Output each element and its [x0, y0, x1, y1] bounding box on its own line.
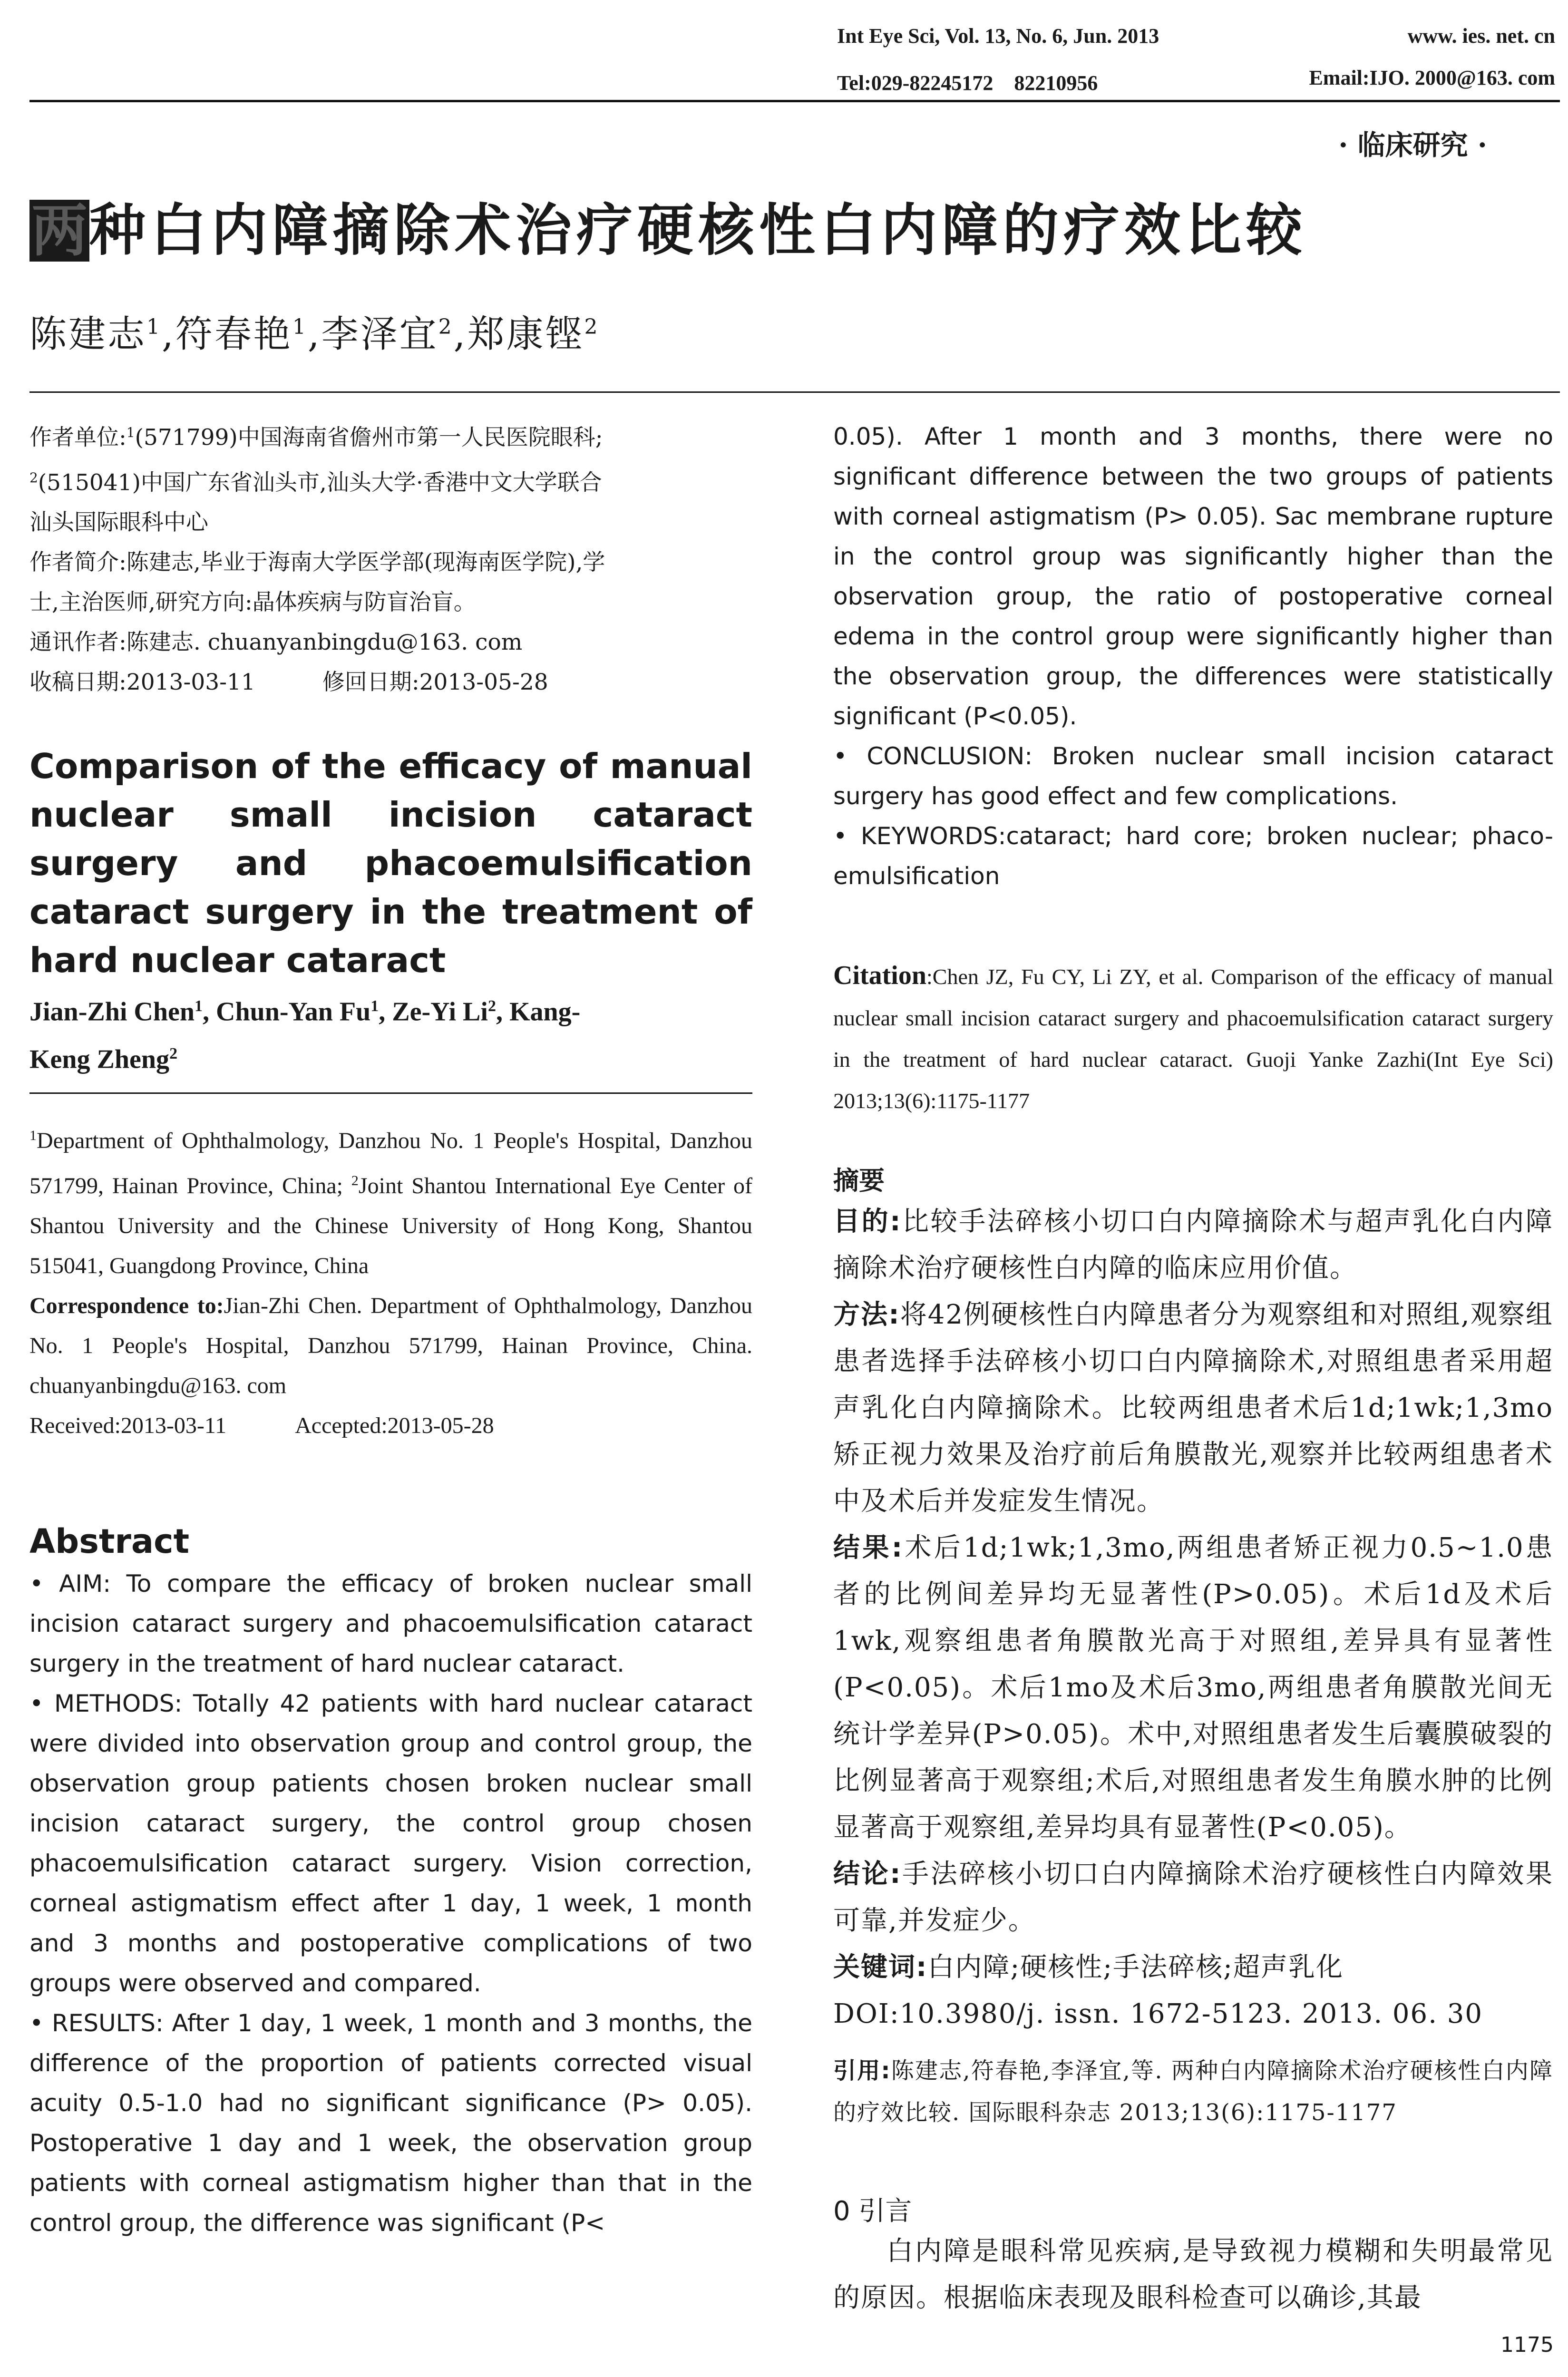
english-authors — [29, 985, 752, 1080]
cn-results — [833, 1525, 1553, 1851]
sup: 2 — [351, 1173, 359, 1188]
cn-metadata — [29, 413, 752, 702]
citation-text: :Chen JZ, Fu CY, Li ZY, et al. Comparison of the efficacy of manual nuclear small incision cataract surgery and phacoemulsification cataract surgery in the treatment of hard nuclear cataract. Guoji Yanke Zazhi(Int Eye Sci) 2013;13(6):1175-1177 — [833, 964, 1553, 1113]
abstract-body-right — [833, 417, 1553, 896]
cn-citation — [833, 2050, 1553, 2133]
sep: , — [307, 313, 321, 356]
abstract-methods: • METHODS: Totally 42 patients with hard nuclear cataract were divided into observation group and control group, the observation group patients chosen broken nuclear small incision cataract surgery, the control group chosen phacoemulsification cataract surgery. Vision correction, corneal astigmatism effect after 1 day, 1 week, 1 month and 3 months and postoperative complications of two groups were observed and compared. — [29, 1690, 752, 1997]
sep: , — [162, 313, 175, 356]
abstract-results: • RESULTS: After 1 day, 1 week, 1 month and 3 months, the difference of the proportion of patients corrected visual acuity 0.5-1.0 had no significant significance (P> 0.05). Postoperative 1 day and 1 week, the observation group patients with corneal astigmatism higher than that in the control group, the difference was significant (P< — [29, 2009, 752, 2237]
journal-website: www. ies. net. cn — [1407, 24, 1555, 48]
sup: 1 — [29, 1128, 37, 1143]
unit-line-2 — [29, 458, 752, 503]
cn-aim — [833, 1198, 1553, 1292]
page-number: 1175 — [1500, 2333, 1554, 2357]
text: 陈建志,符春艳,李泽宜,等. 两种白内障摘除术治疗硬核性白内障的疗效比较. 国际眼科杂志 2013;13(6):1175-1177 — [833, 2057, 1553, 2126]
abstract-conclusion: • CONCLUSION: Broken nuclear small incision cataract surgery has good effect and few complications. — [833, 742, 1553, 810]
label: 结果: — [833, 1532, 904, 1563]
received-accepted: Received:2013-03-11 Accepted:2013-05-28 — [29, 1413, 494, 1438]
unit-text: (515041)中国广东省汕头市,汕头大学·香港中文大学联合 — [38, 469, 602, 496]
sup: 1 — [126, 425, 135, 440]
abstract-heading: Abstract — [29, 1522, 190, 1561]
cn-keywords — [833, 1944, 1553, 1991]
journal-tel: Tel:029-82245172 82210956 — [837, 71, 1098, 95]
label: 方法: — [833, 1299, 900, 1330]
english-title: Comparison of the efficacy of manual nuclear small incision cataract surgery and phacoemulsification cataract surgery in the treatment of hard nuclear cataract — [29, 746, 752, 980]
journal-contact-line — [837, 66, 1555, 96]
citation-label: Citation — [833, 961, 926, 990]
header-rule — [29, 100, 1560, 102]
sup: 2 — [169, 1044, 178, 1062]
label: 引用: — [833, 2057, 891, 2084]
affiliation-text — [29, 1116, 752, 1286]
author-line-2 — [29, 1033, 752, 1081]
sup: 2 — [487, 997, 496, 1015]
sep: , — [453, 313, 467, 356]
dates: 收稿日期:2013-03-11 修回日期:2013-05-28 — [29, 669, 548, 696]
affil-1: Department of Ophthalmology, Danzhou No. 1 People's Hospital, Danzhou 571799, Hainan Province, China; — [29, 1128, 752, 1198]
sup: 1 — [370, 997, 379, 1015]
author-name: 陈建志 — [29, 313, 147, 356]
bio-line-2: 士,主治医师,研究方向:晶体疾病与防盲治盲。 — [29, 589, 476, 616]
corr-text: Jian-Zhi Chen. Department of Ophthalmology, Danzhou No. 1 People's Hospital, Danzhou 571799, Hainan Province, China. chuanyanbingdu@163. com — [29, 1293, 752, 1398]
affil-sup: 1 — [146, 315, 162, 339]
unit-text: (571799)中国海南省儋州市第一人民医院眼科; — [135, 424, 603, 451]
doi: DOI:10.3980/j. issn. 1672-5123. 2013. 06. 30 — [833, 1998, 1483, 2029]
affil-rule — [29, 1092, 752, 1094]
affil-sup: 2 — [438, 315, 454, 339]
affil-sup: 1 — [292, 315, 308, 339]
corr-label: Correspondence to: — [29, 1293, 224, 1318]
journal-email: Email:IJO. 2000@163. com — [1309, 66, 1555, 89]
bio-line-1: 作者简介:陈建志,毕业于海南大学医学部(现海南医学院),学 — [29, 549, 605, 576]
author-name: Kang- — [509, 997, 581, 1027]
intro-text: 白内障是眼科常见疾病,是导致视力模糊和失明最常见的原因。根据临床表现及眼科检查可以确诊,其最 — [833, 2236, 1553, 2313]
unit-line-3: 汕头国际眼科中心 — [29, 509, 208, 536]
author-name: Ze-Yi Li — [392, 997, 488, 1027]
cn-abstract-heading: 摘要 — [833, 1166, 885, 1196]
authors-cn — [29, 304, 599, 358]
text: 术后1d;1wk;1,3mo,两组患者矫正视力0.5~1.0患者的比例间差异均无显著性(P>0.05)。术后1d及术后1wk,观察组患者角膜散光高于对照组,差异具有显著性(P<0.05)。术后1mo及术后3mo,两组患者角膜散光间无统计学差异(P>0.05)。术中,对照组患者发生后囊膜破裂的比例显著高于观察组;术后,对照组患者发生角膜水肿的比例显著高于观察组,差异均具有显著性(P<0.05)。 — [833, 1532, 1553, 1843]
corresponding-author: 通讯作者:陈建志. chuanyanbingdu@163. com — [29, 629, 523, 656]
author-name: 符春艳 — [175, 313, 292, 356]
label: 结论: — [833, 1859, 902, 1890]
author-name: 郑康铿 — [467, 313, 584, 356]
title-rest: 种白内障摘除术治疗硬核性白内障的疗效比较 — [89, 197, 1307, 263]
journal-citation: Int Eye Sci, Vol. 13, No. 6, Jun. 2013 — [837, 24, 1159, 48]
cn-methods — [833, 1292, 1553, 1525]
correspondence — [29, 1286, 752, 1406]
journal-header-line — [837, 24, 1555, 48]
text: 将42例硬核性白内障患者分为观察组和对照组,观察组患者选择手法碎核小切口白内障摘除术,对照组患者采用超声乳化白内障摘除术。比较两组患者术后1d;1wk;1,3mo矫正视力效果及治疗前后角膜散光,观察并比较两组患者术中及术后并发症发生情况。 — [833, 1299, 1553, 1517]
author-name: 李泽宜 — [321, 313, 438, 356]
abstract-aim: • AIM: To compare the efficacy of broken nuclear small incision cataract surgery and phacoemulsification cataract surgery in the treatment of hard nuclear cataract. — [29, 1570, 752, 1677]
abstract-results-cont: 0.05). After 1 month and 3 months, there were no significant difference between the two groups of patients with corneal astigmatism (P> 0.05). Sac membrane rupture in the control group was significantly higher than the observation group, the ratio of postoperative corneal edema in the control group were significantly higher than the observation group, the differences were statistically significant (P<0.05). — [833, 423, 1553, 730]
affil-2: Joint Shantou International Eye Center of Shantou University and the Chinese University of Hong Kong, Shantou 515041, Guangdong Province, China — [29, 1173, 752, 1278]
article-title — [29, 197, 1307, 263]
title-first-char: 两 — [29, 200, 89, 262]
sup: 2 — [29, 469, 38, 486]
author-name: Jian-Zhi Chen — [29, 997, 195, 1027]
sup: 1 — [195, 997, 203, 1015]
label: 目的: — [833, 1206, 902, 1237]
cn-abstract-body — [833, 1198, 1553, 2037]
text: 手法碎核小切口白内障摘除术治疗硬核性白内障效果可靠,并发症少。 — [833, 1859, 1553, 1936]
intro-heading: 0 引言 — [833, 2196, 912, 2227]
author-name: Chun-Yan Fu — [216, 997, 371, 1027]
author-name: Keng Zheng — [29, 1044, 170, 1074]
author-line-1: Jian-Zhi Chen$^1$, Chun-Yan Fu$^1$, Ze-Yi Li$^2$, Kang- — [29, 997, 581, 1027]
affil-sup: 2 — [584, 315, 600, 339]
cn-conclusion — [833, 1851, 1553, 1944]
section-tag: · 临床研究 · — [1338, 129, 1487, 161]
label: 作者单位: — [29, 424, 127, 451]
citation — [833, 955, 1553, 1121]
abstract-keywords: • KEYWORDS:cataract; hard core; broken nuclear; phaco-emulsification — [833, 822, 1553, 890]
affiliations — [29, 1116, 752, 1446]
abstract-body-left — [29, 1564, 752, 2243]
unit-line-1 — [29, 413, 752, 458]
text: 比较手法碎核小切口白内障摘除术与超声乳化白内障摘除术治疗硬核性白内障的临床应用价值。 — [833, 1206, 1553, 1284]
label: 关键词: — [833, 1952, 928, 1983]
title-rule — [29, 391, 1560, 393]
text: 白内障;硬核性;手法碎核;超声乳化 — [927, 1952, 1344, 1983]
